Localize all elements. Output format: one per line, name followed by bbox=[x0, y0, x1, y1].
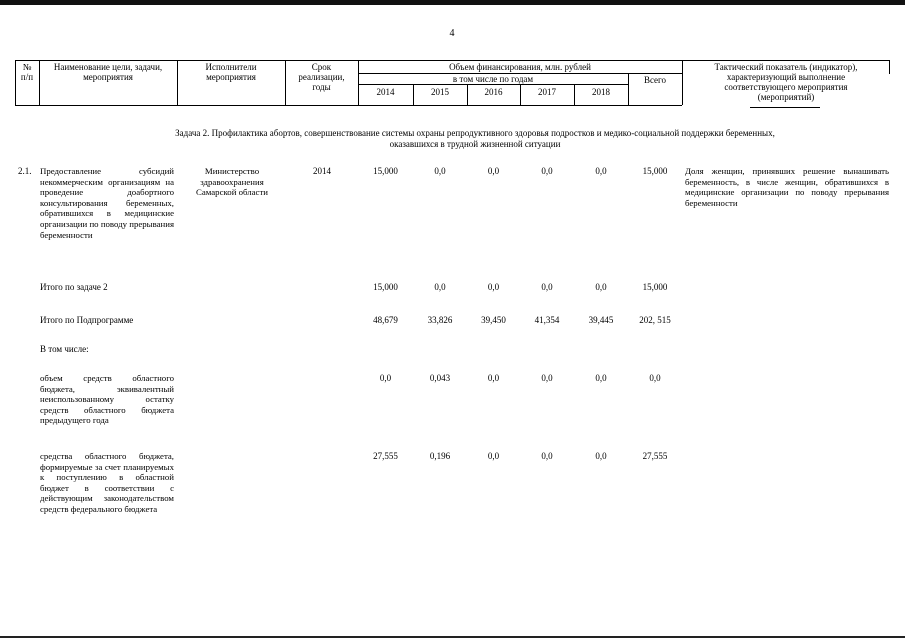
regional-federal-2015: 0,196 bbox=[429, 451, 451, 461]
header-year-2015: 2015 bbox=[431, 87, 449, 97]
regional-federal-2014: 27,555 bbox=[373, 451, 398, 461]
regional-unused-2014: 0,0 bbox=[379, 373, 392, 383]
header-total: Всего bbox=[643, 75, 667, 85]
page-number: 4 bbox=[449, 28, 455, 39]
total-task-2015: 0,0 bbox=[434, 282, 446, 292]
row-2-1-2016: 0,0 bbox=[487, 166, 500, 176]
top-border bbox=[0, 0, 905, 5]
total-task-2017: 0,0 bbox=[541, 282, 553, 292]
header-by-years: в том числе по годам bbox=[452, 74, 534, 84]
bottom-border bbox=[0, 636, 905, 638]
total-task-2018: 0,0 bbox=[595, 282, 607, 292]
header-indicator: Тактический показатель (индикатор), характеризующий выполнение соответствующего мероприятия (мероприятий) bbox=[714, 62, 858, 102]
row-2-1-2018: 0,0 bbox=[595, 166, 607, 176]
total-sub-label: Итого по Подпрограмме bbox=[40, 315, 134, 325]
header-year-2014: 2014 bbox=[376, 87, 395, 97]
total-sub-2014: 48,679 bbox=[373, 315, 398, 325]
header-year-2017: 2017 bbox=[538, 87, 556, 97]
header-year-2016: 2016 bbox=[484, 87, 503, 97]
header-funding: Объем финансирования, млн. рублей bbox=[449, 62, 591, 72]
task-title: Задача 2. Профилактика абортов, совершенствование системы охраны репродуктивного здоровья подростков и медико-социальной поддержки беременных, оказавшихся в трудной жизненной ситуации bbox=[175, 128, 775, 149]
regional-federal-2018: 0,0 bbox=[595, 451, 607, 461]
regional-unused-2018: 0,0 bbox=[595, 373, 607, 383]
header-term: Срок реализации, годы bbox=[298, 62, 345, 92]
row-2-1-2017: 0,0 bbox=[541, 166, 553, 176]
total-task-2016: 0,0 bbox=[487, 282, 500, 292]
regional-unused-label: объем средств областного бюджета, эквивалентный неиспользованному остатку средств областного бюджета предыдущего года bbox=[40, 373, 174, 426]
row-2-1-indicator: Доля женщин, принявших решение вынашивать беременность, в числе женщин, обратившихся в медицинские организации по поводу прерывания беременности bbox=[685, 166, 889, 208]
total-task-label: Итого по задаче 2 bbox=[40, 282, 108, 292]
regional-federal-total: 27,555 bbox=[642, 451, 668, 461]
row-2-1-term: 2014 bbox=[313, 166, 331, 176]
row-2-1-name: Предоставление субсидий некоммерческим организациям на проведение доабортного консультирования беременных, обратившихся в медицинские организации по поводу прерывания беременности bbox=[40, 166, 174, 240]
regional-unused-total: 0,0 bbox=[649, 373, 661, 383]
regional-federal-label: средства областного бюджета, формируемые за счет планируемых к поступлению в областной бюджет в соответствии с действующим законодательством средств федерального бюджета bbox=[40, 451, 174, 514]
regional-unused-2017: 0,0 bbox=[541, 373, 553, 383]
regional-federal-2017: 0,0 bbox=[541, 451, 553, 461]
regional-unused-2016: 0,0 bbox=[487, 373, 500, 383]
row-2-1-total: 15,000 bbox=[642, 166, 668, 176]
header-year-2018: 2018 bbox=[592, 87, 610, 97]
total-task-2014: 15,000 bbox=[373, 282, 398, 292]
total-sub-2017: 41,354 bbox=[534, 315, 560, 325]
header-no: № п/п bbox=[20, 62, 34, 82]
total-sub-2016: 39,450 bbox=[481, 315, 506, 325]
row-2-1-executor: Министерство здравоохранения Самарской области bbox=[195, 166, 269, 198]
regional-unused-2015: 0,043 bbox=[429, 373, 451, 383]
header-name: Наименование цели, задачи, мероприятия bbox=[53, 62, 163, 82]
total-sub-2018: 39,445 bbox=[588, 315, 614, 325]
row-2-1-number: 2.1. bbox=[18, 166, 32, 176]
total-sub-total: 202, 515 bbox=[639, 315, 671, 325]
total-task-total: 15,000 bbox=[642, 282, 668, 292]
regional-federal-2016: 0,0 bbox=[487, 451, 500, 461]
row-2-1-2015: 0,0 bbox=[434, 166, 446, 176]
total-sub-2015: 33,826 bbox=[427, 315, 453, 325]
including-label: В том числе: bbox=[40, 344, 89, 354]
header-executor: Исполнители мероприятия bbox=[205, 62, 257, 82]
row-2-1-2014: 15,000 bbox=[373, 166, 398, 176]
